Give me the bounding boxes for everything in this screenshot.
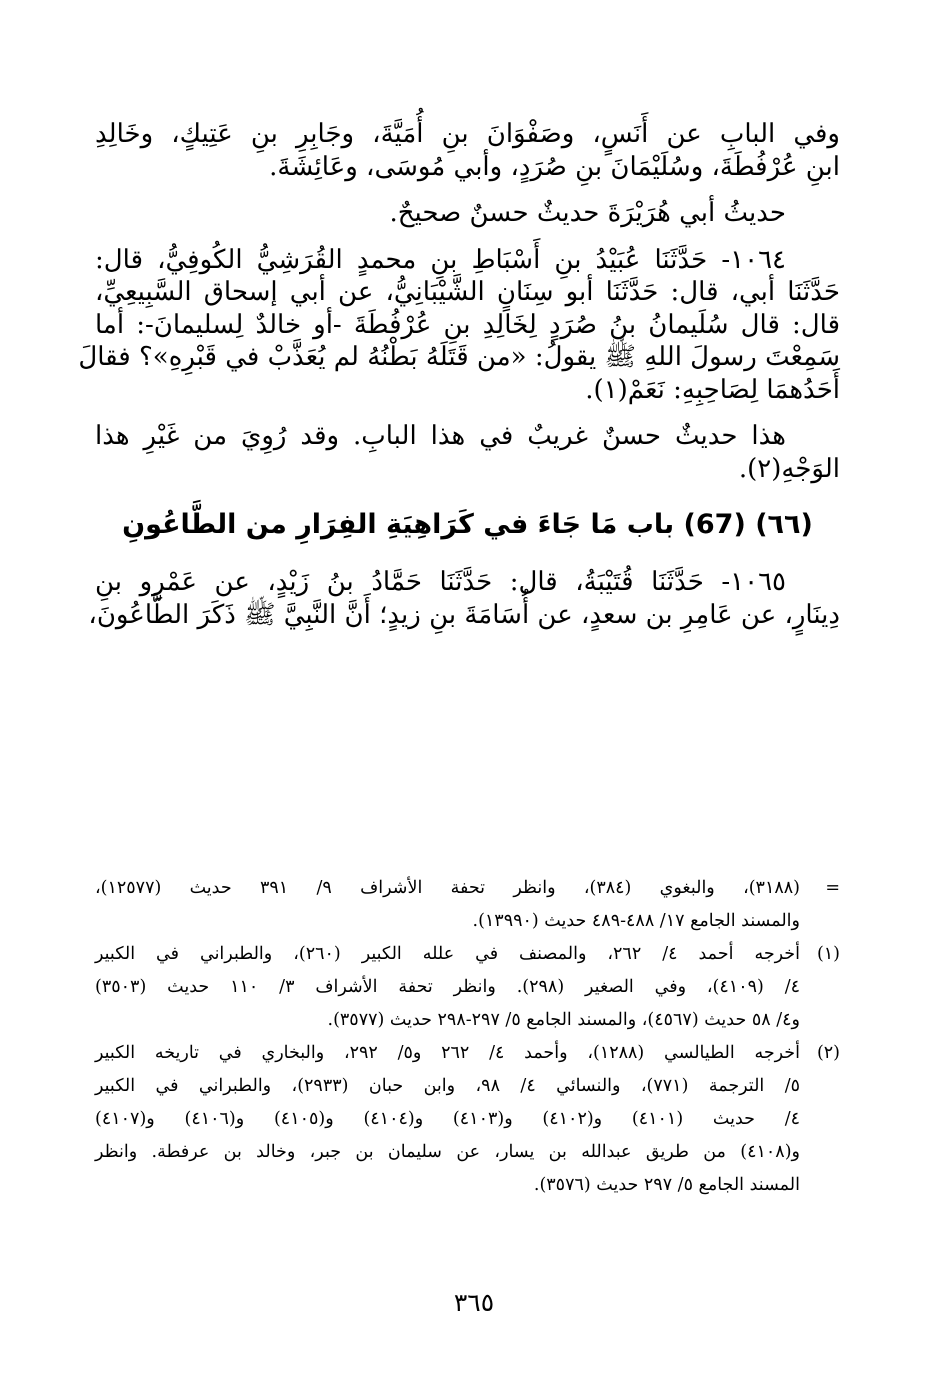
text-line: سَمِعْتَ رسولَ اللهِ ﷺ يقولُ: «من قَتَلَهُ بَطْنُهُ لم يُعَذَّبْ في قَبْرِهِ»؟ فقالَ bbox=[78, 342, 840, 372]
footnote-line: المسند الجامع ٥/ ٢٩٧ حديث (٣٥٧٦). bbox=[533, 1175, 800, 1195]
text-line: الوَجْهِ(٢). bbox=[738, 453, 840, 484]
paragraph-comment bbox=[95, 420, 840, 485]
text-line: أَحَدُهمَا لِصَاحِبِهِ: نَعَمْ(١). bbox=[585, 374, 840, 405]
page-number: ٣٦٥ bbox=[453, 1288, 495, 1317]
paragraph-hadith-1065 bbox=[88, 566, 840, 631]
footnote-line: أخرجه أحمد ٤/ ٢٦٢، والمصنف في علله الكبير (٢٦٠)، والطبراني في الكبير bbox=[95, 944, 800, 964]
text-line: هذا حديثٌ حسنٌ غريبٌ في هذا البابِ. وقد رُوِيَ من غَيْرِ هذا bbox=[95, 421, 786, 451]
paragraph-hadith-1064 bbox=[78, 244, 841, 407]
footnote-line: (٣١٨٨)، والبغوي (٣٨٤)، وانظر تحفة الأشراف ٩/ ٣٩١ حديث (١٢٥٧٧)، bbox=[95, 878, 800, 898]
text-line: دِينَارٍ، عن عَامِرِ بن سعدٍ، عن أُسَامَةَ بنِ زيدٍ؛ أَنَّ النَّبِيَّ ﷺ ذَكَرَ الطَّاعُونَ، bbox=[88, 599, 840, 630]
footnote-2 bbox=[95, 1037, 840, 1202]
footnote-line: أخرجه الطيالسي (١٢٨٨)، وأحمد ٤/ ٢٦٢ و٥/ ٢٩٢، والبخاري في تاريخه الكبير bbox=[95, 1043, 800, 1063]
text-line: وفي البابِ عن أَنَسٍ، وصَفْوَانَ بنِ أُمَيَّةَ، وجَابِرِ بنِ عَتِيكٍ، وخَالِدِ bbox=[95, 119, 840, 149]
text-line: ١٠٦٥- حَدَّثَنَا قُتَيْبَةُ، قال: حَدَّثَنَا حَمَّادُ بنُ زَيْدٍ، عن عَمْرِو بنِ bbox=[95, 567, 786, 597]
paragraph-bab bbox=[95, 118, 840, 183]
text-line: قال: قال سُلَيمانُ بنُ صُرَدٍ لِخَالِدِ بنِ عُرْفُطَةَ -أو خالدٌ لِسليمانَ-: أما bbox=[95, 309, 841, 340]
footnote-line: ٤/ (٤١٠٩)، وفي الصغير (٢٩٨). وانظر تحفة الأشراف ٣/ ١١٠ حديث (٣٥٠٣) bbox=[95, 977, 801, 997]
footnotes bbox=[95, 872, 840, 1202]
footnote-line: و(٤١٠٨) من طريق عبدالله بن يسار، عن سليمان بن جبر، وخالد بن عرفطة. وانظر bbox=[95, 1142, 800, 1162]
footnote-mark: (٢) bbox=[816, 1043, 840, 1063]
text-line: حَدَّثَنَا أبي، قال: حَدَّثَنَا أبو سِنَانٍ الشَّيْبَانِيُّ، عن أبي إسحاق السَّبِيعِيِّ، bbox=[95, 277, 840, 307]
footnote-line: و٤/ ٥٨ حديث (٤٥٦٧)، والمسند الجامع ٥/ ٢٩٧-٢٩٨ حديث (٣٥٧٧). bbox=[327, 1010, 800, 1030]
main-text bbox=[78, 118, 841, 645]
footnote-line: ٤/ حديث (٤١٠١) و(٤١٠٢) و(٤١٠٣) و(٤١٠٤) و(٤١٠٥) و(٤١٠٦) و(٤١٠٧) bbox=[95, 1109, 801, 1129]
text-line: ابنِ عُرْفُطَةَ، وسُلَيْمَانَ بنِ صُرَدٍ، وأبي مُوسَى، وعَائِشَةَ. bbox=[269, 151, 840, 182]
text-line: ١٠٦٤- حَدَّثَنَا عُبَيْدُ بنِ أَسْبَاطِ بنِ محمدٍ القُرَشِيُّ الكُوفِيُّ، قال: bbox=[95, 244, 786, 275]
chapter-heading: (٦٦) (67) باب مَا جَاءَ في كَرَاهِيَةِ الفِرَارِ من الطَّاعُونِ bbox=[122, 509, 813, 540]
footnote-mark: = bbox=[825, 878, 840, 898]
footnote-line: ٥/ الترجمة (٧٧١)، والنسائي ٤/ ٩٨، وابن حبان (٢٩٣٣)، والطبراني في الكبير bbox=[95, 1076, 800, 1096]
footnote-mark: (١) bbox=[816, 944, 840, 964]
paragraph-hukm bbox=[95, 197, 840, 230]
footnote-line: والمسند الجامع ١٧/ ٤٨٨-٤٨٩ حديث (١٣٩٩٠). bbox=[472, 911, 800, 931]
text-line: حديثُ أبي هُرَيْرَةَ حديثٌ حسنٌ صحيحٌ. bbox=[389, 198, 786, 228]
footnote-continuation bbox=[95, 872, 840, 938]
footnote-1 bbox=[95, 938, 840, 1037]
